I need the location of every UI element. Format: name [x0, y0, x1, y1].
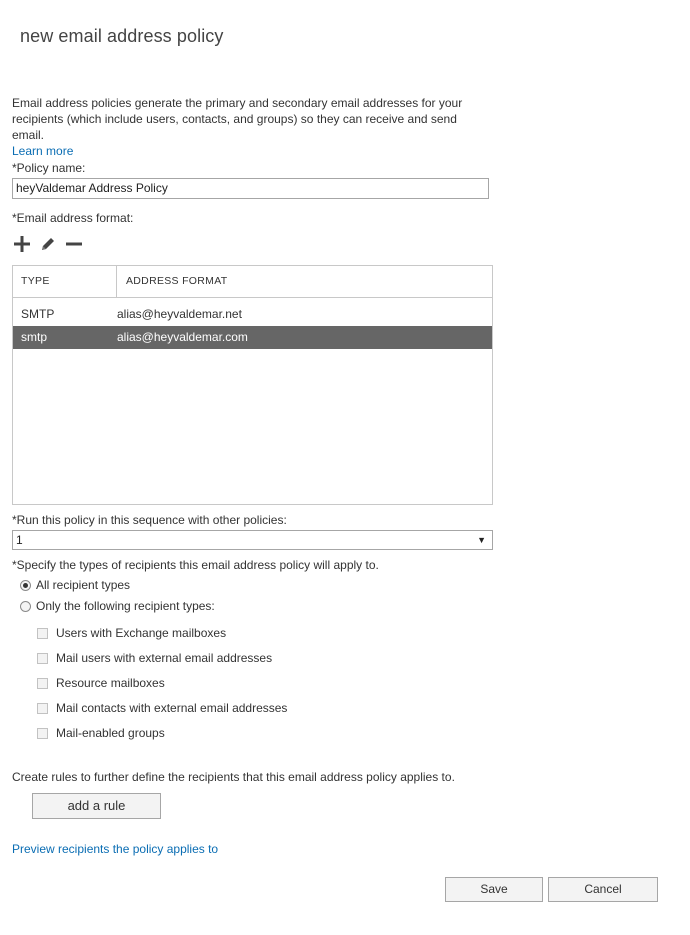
checkbox-label: Mail-enabled groups — [56, 726, 165, 740]
recipients-label: *Specify the types of recipients this email address policy will apply to. — [12, 558, 379, 572]
table-row-selected[interactable] — [13, 326, 492, 349]
checkbox-label: Users with Exchange mailboxes — [56, 626, 227, 640]
checkbox-label: Mail users with external email addresses — [56, 651, 273, 665]
checkbox-box[interactable] — [37, 728, 48, 739]
add-rule-button[interactable]: add a rule — [32, 793, 161, 819]
radio-label-only: Only the following recipient types: — [36, 599, 215, 613]
cell-type: SMTP — [21, 307, 55, 321]
sequence-label: *Run this policy in this sequence with other policies: — [12, 513, 287, 527]
column-header-address-format[interactable]: ADDRESS FORMAT — [126, 275, 228, 287]
add-icon[interactable] — [13, 235, 31, 253]
edit-icon[interactable] — [39, 235, 57, 253]
table-header — [13, 266, 492, 298]
radio-label-all: All recipient types — [36, 578, 131, 592]
learn-more-link[interactable]: Learn more — [12, 144, 74, 158]
checkbox-label: Resource mailboxes — [56, 676, 165, 690]
checkbox-mail-contacts-external[interactable] — [37, 701, 287, 715]
radio-all-recipient-types[interactable] — [20, 578, 130, 592]
checkbox-label: Mail contacts with external email addresses — [56, 701, 288, 715]
policy-name-input[interactable]: heyValdemar Address Policy — [12, 178, 489, 199]
email-format-toolbar — [13, 234, 83, 254]
save-button[interactable]: Save — [445, 877, 543, 902]
sequence-value: 1 — [16, 533, 23, 547]
dropdown-arrow-icon: ▼ — [477, 535, 486, 545]
policy-name-label: *Policy name: — [12, 161, 86, 175]
checkbox-box[interactable] — [37, 653, 48, 664]
rules-description: Create rules to further define the recipients that this email address policy applies to. — [12, 770, 455, 784]
table-row[interactable] — [13, 303, 492, 326]
checkbox-box[interactable] — [37, 678, 48, 689]
sequence-select[interactable] — [12, 530, 493, 550]
cell-address: alias@heyvaldemar.net — [117, 307, 242, 321]
column-header-type[interactable]: TYPE — [13, 266, 117, 297]
checkbox-users-exchange-mailboxes[interactable] — [37, 626, 226, 640]
radio-unchecked-icon[interactable] — [20, 601, 31, 612]
description-text: Email address policies generate the primary and secondary email addresses for your recipients (which include users, contacts, and groups) so they can receive and send email. — [12, 96, 463, 142]
cell-address: alias@heyvaldemar.com — [117, 330, 248, 344]
remove-icon[interactable] — [65, 235, 83, 253]
radio-only-following-types[interactable] — [20, 599, 215, 613]
preview-recipients-link[interactable]: Preview recipients the policy applies to — [12, 842, 219, 856]
email-format-table — [12, 265, 493, 505]
checkbox-mail-users-external[interactable] — [37, 651, 272, 665]
checkbox-mail-enabled-groups[interactable] — [37, 726, 165, 740]
dialog-title: new email address policy — [20, 26, 224, 46]
checkbox-box[interactable] — [37, 628, 48, 639]
cancel-button[interactable]: Cancel — [548, 877, 658, 902]
checkbox-box[interactable] — [37, 703, 48, 714]
checkbox-resource-mailboxes[interactable] — [37, 676, 165, 690]
cell-type: smtp — [21, 330, 48, 344]
radio-checked-icon[interactable] — [20, 580, 31, 591]
email-format-label: *Email address format: — [12, 211, 134, 225]
policy-description — [12, 95, 492, 159]
